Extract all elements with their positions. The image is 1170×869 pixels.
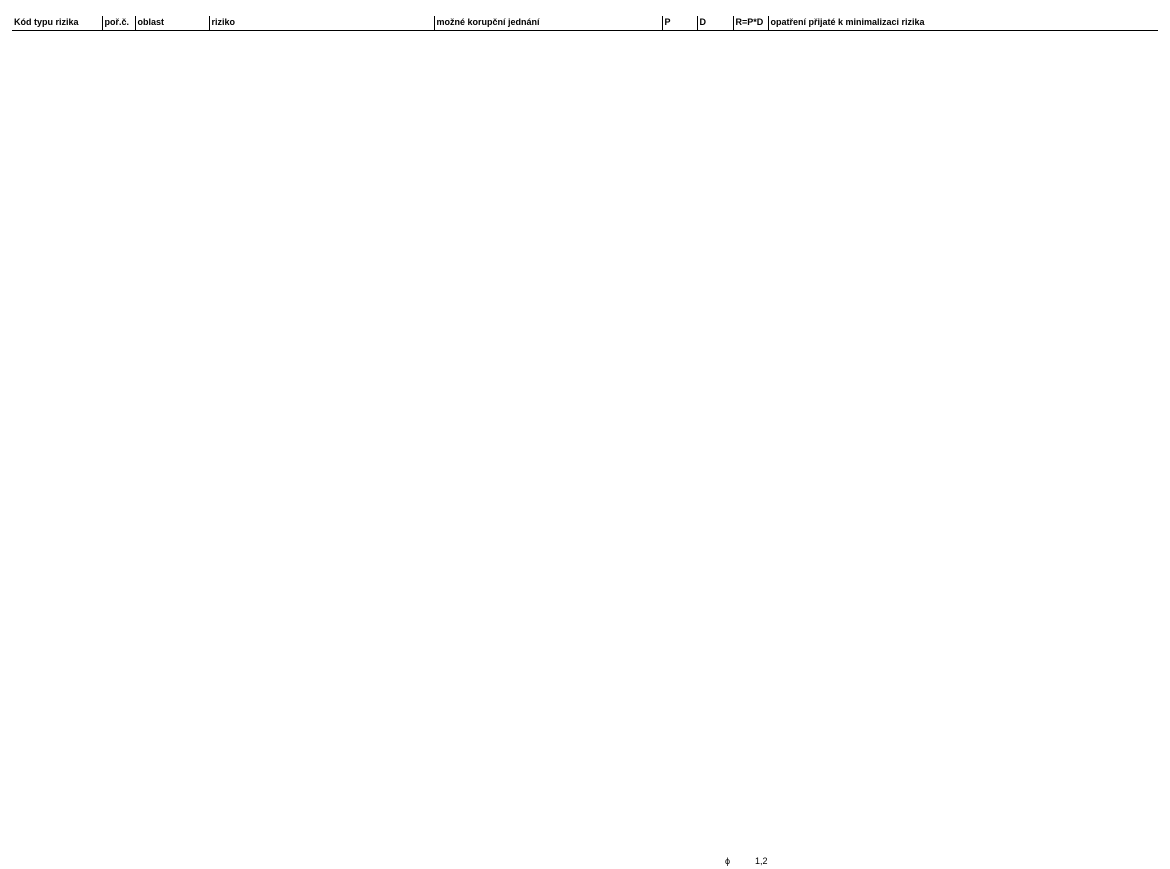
- header-row: [12, 16, 1158, 31]
- sheet-footer: [0, 856, 1170, 868]
- header-r[interactable]: R=P*D: [733, 16, 768, 31]
- average-symbol: ϕ: [725, 856, 731, 866]
- header-code[interactable]: Kód typu rizika: [12, 16, 102, 31]
- header-risk[interactable]: riziko: [209, 16, 434, 31]
- header-num[interactable]: poř.č.: [102, 16, 135, 31]
- header-measure[interactable]: opatření přijaté k minimalizaci rizika: [768, 16, 1158, 31]
- risk-table: [12, 16, 1158, 31]
- header-d[interactable]: D: [697, 16, 733, 31]
- header-area[interactable]: oblast: [135, 16, 209, 31]
- average-risk-value[interactable]: 1,2: [755, 856, 768, 866]
- header-p[interactable]: P: [662, 16, 697, 31]
- risk-register-sheet: [12, 16, 1158, 31]
- header-corrupt[interactable]: možné korupční jednání: [434, 16, 662, 31]
